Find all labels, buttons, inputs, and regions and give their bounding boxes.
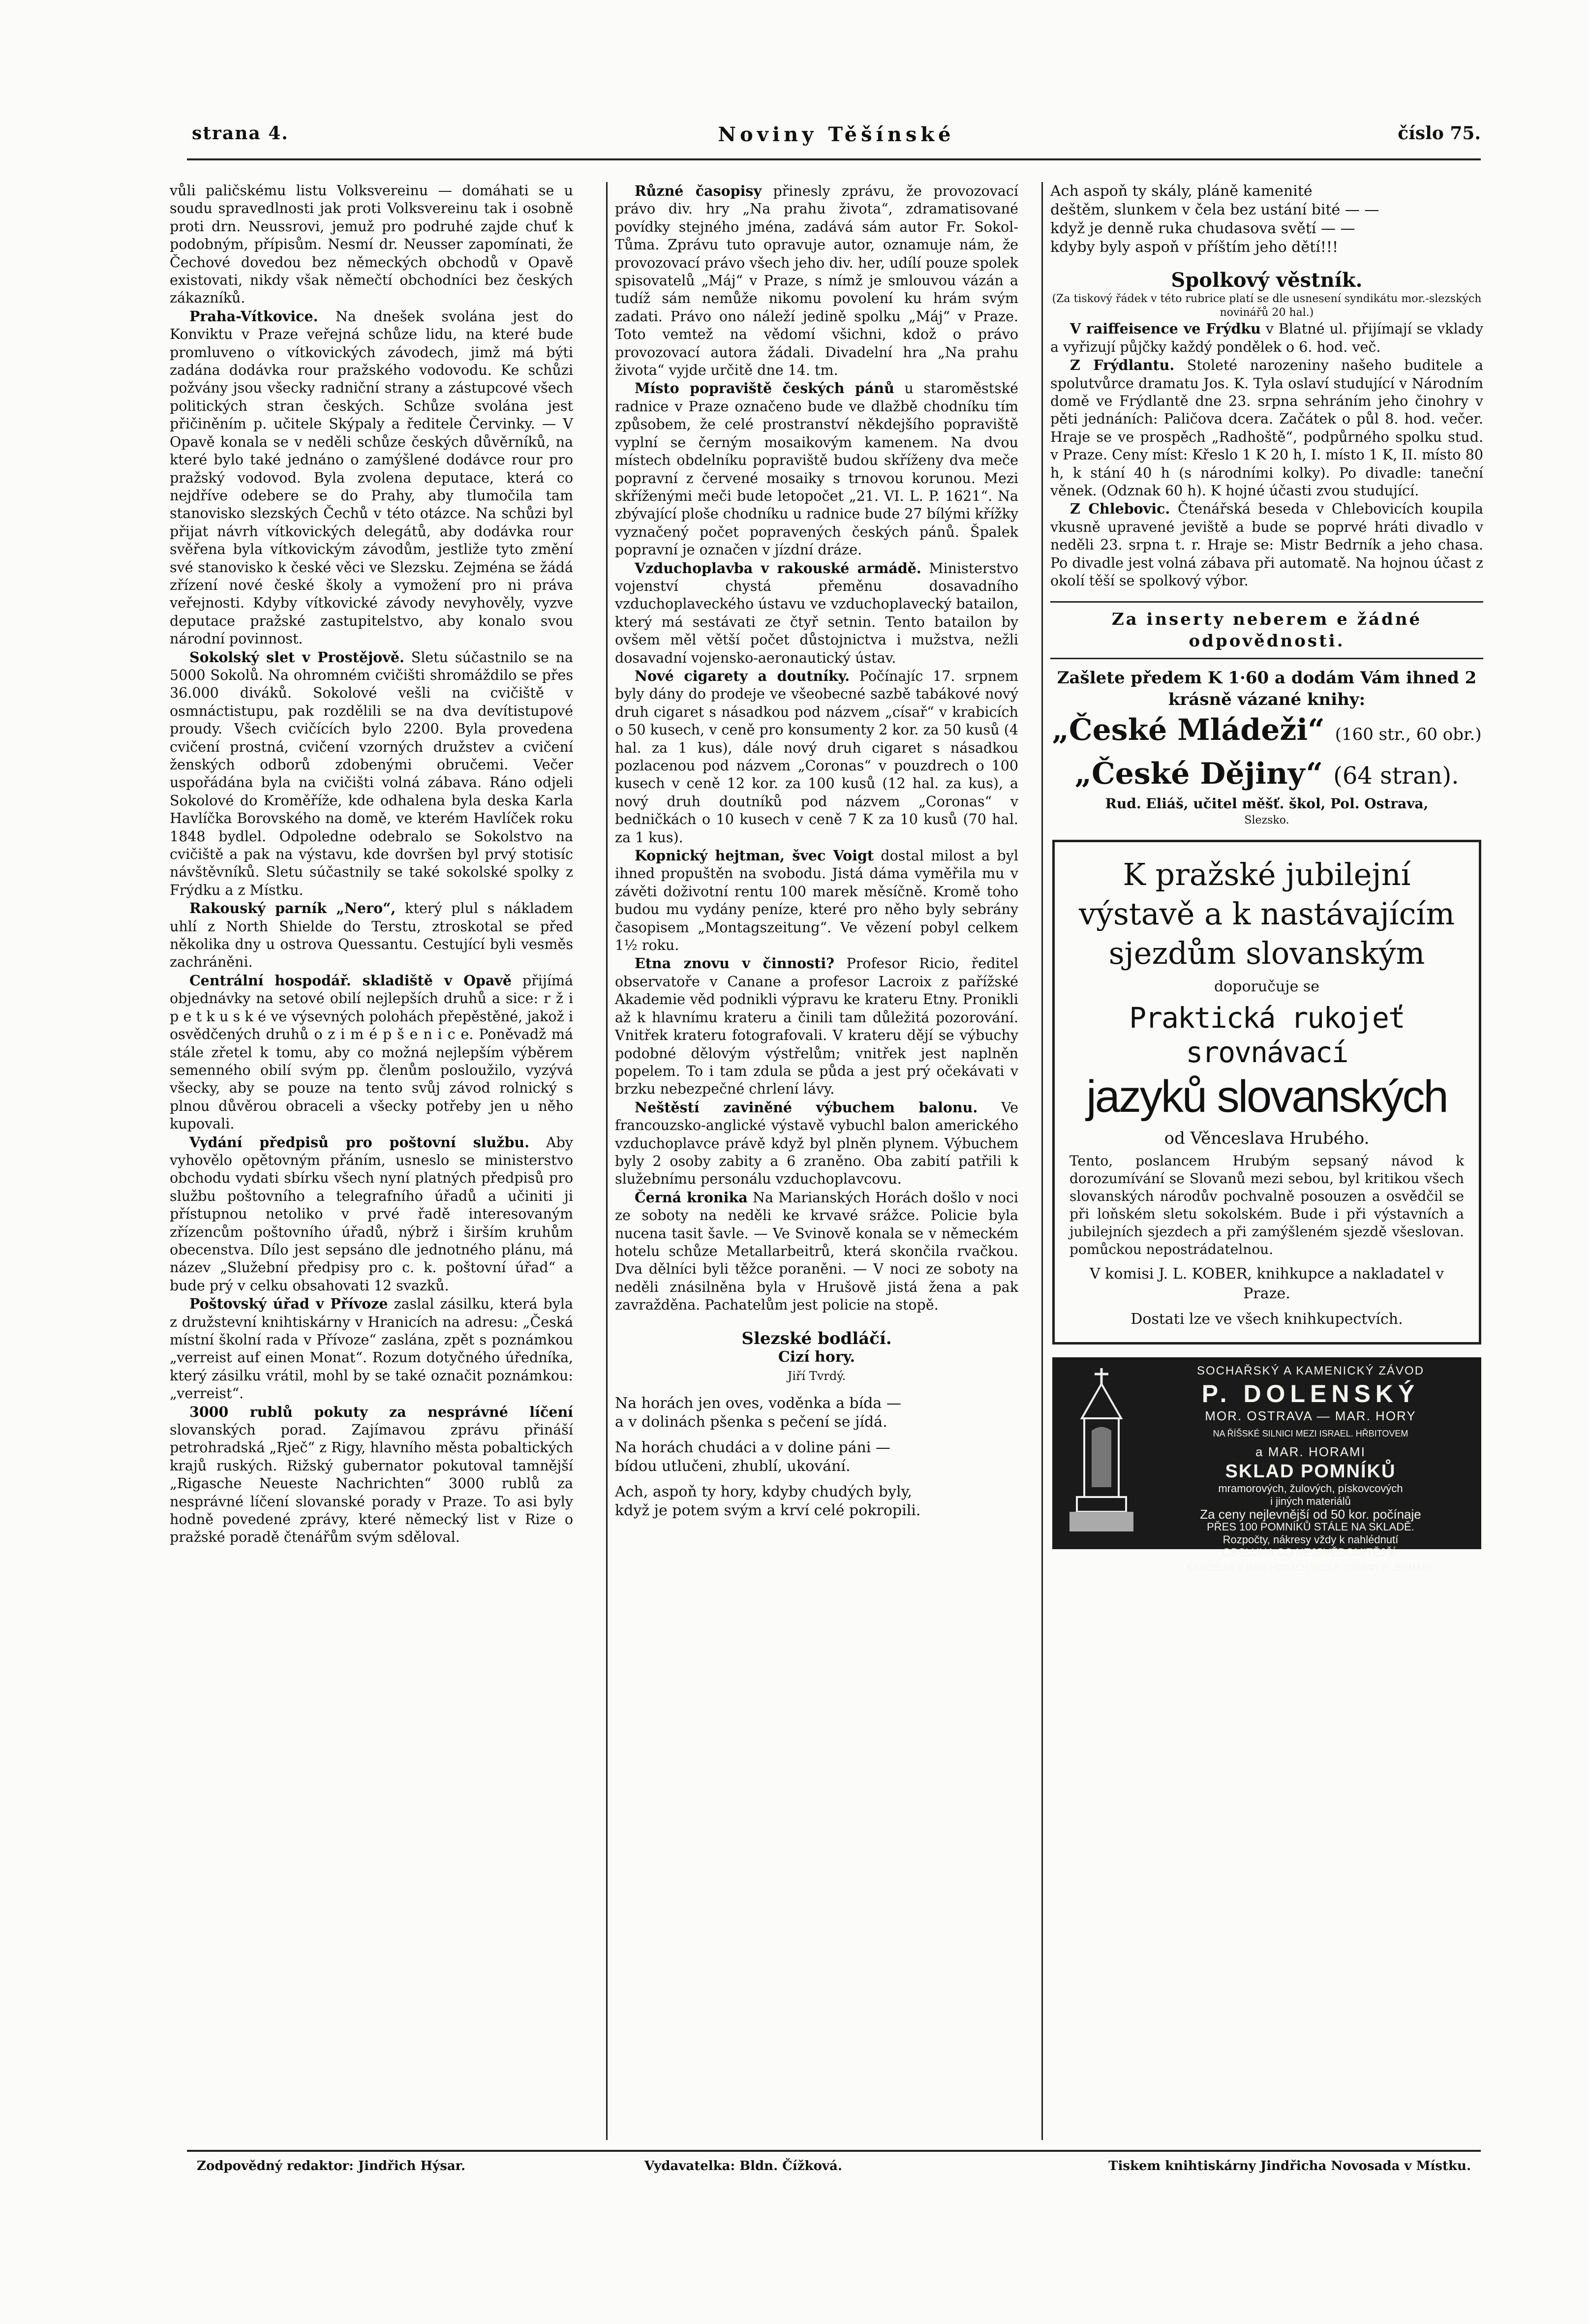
col2-article (615, 1099, 1018, 1189)
col2-article (615, 954, 1018, 1098)
article-heading: Rakouský parník „Nero“, (189, 900, 396, 917)
gravestone-lantern-icon (1062, 1364, 1141, 1541)
article-heading: Nové cigarety a doutníky. (635, 667, 850, 684)
col1-article (170, 307, 573, 648)
article-text: Na Marianských Horách došlo v noci ze soboty na neděli ke krvavé srážce. Policie byla nucena tasit šavle. — Ve Svinově konala se v německém hotelu schůze Metallarbeitrů, která skončila rvačkou. Dva dělníci byli těžce poraněni. — V noci ze soboty na neděli znásilněna byla v Hrušově jistá žena a pak zavražděna. Pachatelům jest policie na stopě. (615, 1189, 1018, 1314)
page-number: strana 4. (192, 123, 289, 144)
article-heading: Poštovský úřad v Přívoze (189, 1295, 388, 1313)
poem-line: bídou utlučeni, zhublí, ukování. (615, 1457, 851, 1475)
column-3 (1050, 182, 1483, 1573)
col2-article (615, 1189, 1018, 1315)
dolensky-name: P. DOLENSKÝ (1201, 1379, 1420, 1407)
ad-books-contact: Rud. Eliáš, učitel měšť. škol, Pol. Ostrava, (1105, 795, 1429, 812)
article-heading: Místo popraviště českých pánů (635, 380, 894, 397)
article-text: vůli paličskému listu Volksvereinu — domáhati se u soudu spravedlnosti jak proti Volksvereinu tak i osobně proti drn. Neussrovi, jemuž pro podruhé zajde chuť k podobným, přípisům. Nesmí dr. Neusser zapomínati, že Čechové dovedou bez německých obchodů v Opavě existovati, nikdy však němečtí obchodníci bez českých zákazníků. (170, 183, 573, 306)
col2-article (615, 559, 1018, 667)
footer-printer: Tiskem knihtiskárny Jindřicha Novosada v Místku. (1108, 2159, 1471, 2173)
issue-number: číslo 75. (1398, 123, 1481, 144)
ad-book2-info: (64 stran). (1333, 762, 1459, 790)
spolkovy-item-text: Čtenářská beseda v Chlebovicích koupila vkusně upravené jeviště a bude se poprvé hráti divadlo v neděli 23. srpna t. r. Hraje se: Mistr Bedrník a jeho chasa. Po divadle jest volná zábava při automatě. Na hojnou účast z okolí těší se spolkový výbor. (1050, 501, 1483, 589)
col1-article (170, 899, 573, 972)
poem-stanza (615, 1394, 1018, 1432)
poem-stanza (615, 1483, 1018, 1520)
ad-books-offer: Zašlete předem K 1·60 a dodám Vám ihned 2 krásně vázané knihy: (1057, 668, 1477, 709)
spolkovy-item (1050, 500, 1483, 590)
article-heading: Sokolský slet v Prostějově. (189, 648, 404, 666)
article-text: dostal milost a byl ihned propuštěn na svobodu. Jistá dáma vyměřila mu v závěti doživotní rentu 100 marek měsíčně. Kromě toho budou mu vydány peníze, které pro něho byly sebrány časopisem „Montagszeitung“. Ve vězení pobyl celkem 1½ roku. (615, 848, 1018, 954)
column-rule-2 (1041, 182, 1043, 2140)
dolensky-line10: PŘES 100 POMNÍKŮ STÁLE NA SKLADĚ. (1207, 1520, 1414, 1533)
footer-publisher: Vydavatelka: Bldn. Čížková. (644, 2159, 842, 2173)
ad-dict-recommends: doporučuje se (1214, 978, 1320, 995)
footer-rule (187, 2150, 1481, 2152)
poem-line: Ach, aspoň ty hory, kdyby chudých byly, (615, 1483, 913, 1500)
ad-book1-info: (160 str., 60 obr.) (1335, 724, 1482, 744)
article-text: Profesor Ricio, ředitel observatoře v Canane a profesor Lacroix z pařížské Akademie věd podnikli výpravu ke krateru Etny. Pronikli až k hlavnímu krateru a činili tam důležitá pozorování. Vnitřek krateru fotografovali. V krateru dějí se výbuchy podobné dělovým výstřelům; vnitřek jest naplněn popelem. To i tam zdula se půda a jest prý očekávati v brzku nebezpečné chrlení lávy. (615, 955, 1018, 1098)
ad-dict-title2: jazyků slovanských (1086, 1071, 1447, 1122)
col1-article (170, 1295, 573, 1403)
poem-author: Jiří Tvrdý. (787, 1369, 846, 1383)
article-text: přijímá objednávky na setové obilí nejlepších druhů a sice: r ž i p e t k u s k é ve výsevných polohách přepěstěné, jakož i osvědčených druhů o z i m é p š e n i c e. Poněvadž má stále zřetel k tomu, aby co možná nejlepším výběrem semenného obilí svým pp. členům posloužilo, vyzývá všecky, aby se pouze na tento svůj závod rolnický s plnou důvěrou obraceli a všecky potřeby jen u něho kupovali. (170, 972, 573, 1132)
dolensky-line12: OBSLUHA CO NEJSVĚDOMITĚJŠÍ. (1222, 1546, 1399, 1559)
column-rule-1 (606, 182, 608, 2140)
article-text: Ve francouzsko-anglické výstavě vybuchl balon amerického vzduchoplavce právě když byl plněn plynem. Výbuchem byly 2 osoby zabity a 6 zraněno. Oba zabití patřili k služebnímu personálu vzduchoplavcovu. (615, 1099, 1018, 1188)
article-text: přinesly zprávu, že provozovací právo div. hry „Na prahu života“, zdramatisované povídky stejného jména, zadává sám autor Fr. Sokol-Tůma. Zprávu tuto opravuje autor, oznamuje nám, že provozovací právo všech jeho div. her, udílí pouze spolek spisovatelů „Máj“ v Praze, s nímž je smlouvou vázán a tudíž sám nemůže nikomu povolení ku hrám svým zadati. Právo ono náleží jedině spolku „Máj“ v Praze. Toto vemtež na vědomí všichni, kdož o právo provozovací autora žádali. Divadelní hra „Na prahu života“ vyjde určitě dne 14. tm. (615, 183, 1018, 379)
dolensky-line1: SOCHAŘSKÝ A KAMENICKÝ ZÁVOD (1196, 1364, 1425, 1378)
ad-books (1050, 667, 1483, 829)
poem-subtitle: Cizí hory. (778, 1348, 856, 1366)
col2-article (615, 667, 1018, 847)
spolkovy-item (1050, 356, 1483, 500)
newspaper-title: Noviny Těšínské (718, 123, 955, 146)
article-text: zaslal zásilku, která byla z družstevní knihtiskárny v Hranicích na adresu: „Česká místní školní rada v Přívoze“ zaslána, zpět s poznámkou „verreist auf einen Monat“. Rozum dotyčného úředníka, který zásilku vrátil, mohl by se také označit poznámkou: „verreist“. (170, 1296, 574, 1402)
section-title-spolkovy: Spolkový věstník. (1171, 269, 1363, 292)
col1-article (170, 972, 573, 1133)
ad-dict-body: Tento, poslancem Hrubým sepsaný návod k dorozumívání se Slovanů mezi sebou, byl kritikou všech slovanských národův pochvalně posouzen a osvědčil se při loňském sletu sokolském. Bude i při výstavních a jubilejních sjezdech a při zamýšleném sjezdě všeslovan. pomůckou nepostrádatelnou. (1070, 1153, 1464, 1258)
article-heading: Etna znovu v činnosti? (635, 955, 834, 972)
article-heading: Centrální hospodář. skladiště v Opavě (189, 972, 512, 989)
spolkovy-item (1050, 320, 1483, 356)
inserty-notice: Za inserty neberem e žádné odpovědnosti. (1050, 601, 1483, 659)
col1-article (170, 1133, 573, 1295)
poem-stanza (615, 1438, 1018, 1476)
poem-continuation (1050, 182, 1483, 257)
ad-books-region: Slezsko. (1244, 814, 1289, 826)
dolensky-line5: a MAR. HORAMI (1255, 1444, 1366, 1459)
footer-editor: Zodpovědný redaktor: Jindřich Hýsar. (197, 2159, 466, 2173)
ad-book2: „České Dějiny“ (1074, 756, 1323, 791)
col2-article (615, 182, 1018, 379)
article-heading: Praha-Vítkovice. (189, 307, 318, 325)
col2-article (615, 847, 1018, 954)
poem-title: Slezské bodláčí. (741, 1328, 892, 1348)
article-text: Počínajíc 17. srpnem byly dány do prodeje ve všeobecné sazbě tabákové nový druh cigaret s násadkou pod názvem „císař“ v krabicích o 50 kusech, v ceně pro konsumenty 2 kor. za 50 kusů (4 hal. za 1 kus), dále nový druh cigaret s násadkou pozlacenou pod názvem „Coronas“ v pouzdrech o 100 kusech v ceně 12 kor. za 100 kusů (12 hal. za kus), a nový druh doutníků pod názvem „Coronas“ v bedničkách o 10 kusech v ceně 7 K za 10 kusů (70 hal. za 1 kus). (615, 668, 1018, 846)
spolkovy-item-text: Stoleté narozeniny našeho buditele a spolutvůrce dramatu Jos. K. Tyla oslaví studující v Národním domě ve Frýdlantě dne 23. srpna sehráním jeho činohry v pěti jednáních: Paličova dcera. Začátek o půl 8. hod. večer. Hraje se ve prospěch „Radhoště“, podpůrného spolku stud. v Praze. Ceny míst: Křeslo 1 K 20 h, I. místo 1 K, II. místo 80 h, k stání 40 h (s národními kolky). Po divadle: taneční věnek. (Odznak 60 h). K hojné účasti zvou studující. (1050, 357, 1483, 499)
spolkovy-item-text: v Blatné ul. přijímají se vklady a vyřizují půjčky každý pondělek o 6. hod. več. (1050, 321, 1483, 355)
page-header (192, 123, 1481, 153)
article-heading: Černá kronika (635, 1189, 748, 1206)
poem-line: když je denně ruka chudasova světí — — (1050, 220, 1355, 237)
dolensky-line4: NA ŘÍŠSKÉ SILNICI MEZI ISRAEL. HŘBITOVEM (1213, 1429, 1408, 1439)
ad-dict-headline: K pražské jubilejní výstavě a k nastávajícím sjezdům slovanským (1078, 856, 1455, 971)
poem-line: a v dolinách pšenka s pečení se jídá. (615, 1413, 887, 1431)
column-1 (170, 182, 573, 1547)
spolkovy-item-heading: V raiffeisence ve Frýdku (1070, 320, 1261, 337)
col1-article (170, 648, 573, 900)
poem-line: když je potem svým a krví celé pokropili. (615, 1501, 921, 1519)
poem-line: Ach aspoň ty skály, pláně kamenité (1050, 183, 1313, 200)
article-text: Aby vyhovělo opětovným přáním, usneslo se ministerstvo obchodu vydati sbírku všech nyní platných předpisů pro službu poštovního a telegrafního úřadů a učiniti ji přístupnou netoliko v prvé řadě interesovaným zřízencům poštovního úřadů, nýbrž i širším kruhům obecenstva. Dílo jest sepsáno dle jednotného plánu, má název „Služební předpisy pro c. k. poštovní úřad“ a bude prý v celku obsahovati 12 svazků. (170, 1134, 573, 1294)
article-heading: Různé časopisy (635, 183, 762, 199)
article-heading: Vydání předpisů pro poštovní službu. (189, 1133, 530, 1151)
ad-dict-publisher: V komisi J. L. KOBER, knihkupce a nakladatel v Praze. (1089, 1265, 1444, 1303)
article-text: Ministerstvo vojenství chystá přeměnu dosavadního vzduchoplaveckého ústavu ve vzduchoplavecký batailon, který má sestávati ze čtyř setnin. Tento batailon by ovšem měl větší počet důstojnictva i mužstva, nežli dosavadní vojensko-aeronautický ústav. (615, 560, 1018, 666)
ad-dict-title1: Praktická rukojeť srovnávací (1129, 1001, 1405, 1069)
poem (615, 1329, 1018, 1520)
page-footer (187, 2159, 1481, 2183)
article-heading: Vzduchoplavba v rakouské armádě. (635, 559, 921, 577)
col1-article (170, 1403, 573, 1547)
dolensky-line3: MOR. OSTRAVA — MAR. HORY (1205, 1408, 1416, 1423)
ad-dictionary (1052, 840, 1481, 1345)
col2-article (615, 379, 1018, 559)
ad-dict-author: od Věnceslava Hrubého. (1164, 1128, 1370, 1148)
column-2 (615, 182, 1018, 1527)
ad-book1: „České Mládeži“ (1052, 712, 1325, 747)
article-text: Na dnešek svolána jest do Konviktu v Praze veřejná schůze lidu, na které bude promluveno o vítkovických závodech, jimž má býti zadána dodávka rour pražského vodovodu. Ke schůzi požvány jsou všecky radniční strany a zástupcové všech politických stran českých. Schůze svolána jest přičiněním p. učitele Skýpaly a ředitele Červinky. — V Opavě konala se v neděli schůze českých důvěrníků, na které bylo také jednáno o zamýšlené dodávce rour pro pražský vodovod. Byla zvolena deputace, která co nejdříve odebere se do Prahy, aby tlumočila tam stanovisko slezských Čechů v této otázce. Na schůzi byl přijat návrh vítkovických delegátů, aby dodávka rour svěřena byla vítkovickým závodům, jestliže tyto změní své stanovisko k české věci ve Slezsku. Zejména se žádá zřízení nové české školy a vymožení pro ni práva veřejnosti. Kdyby vítkovické závody nevyhověly, vyzve deputace pražské zastupitelstvo, aby konalo svou národní povinnost. (170, 308, 573, 647)
article-text: Sletu súčastnilo se na 5000 Sokolů. Na ohromném cvičišti shromáždilo se přes 36.000 diváků. Sokolové vešli na cvičiště v osmnáctistupu, pak rozdělili se na dva devítistupové proudy. Všech cvičících bylo 2200. Byla provedena cvičení prostná, cvičení vzorných družstev a cvičení ženských odborů zdobenými obručemi. Večer uspořádána byla na cvičišti volná zábava. Ráno odjeli Sokolové do Kroměříže, kde odhalena byla deska Karla Havlíčka Borovského na domě, ve kterém Havlíček roku 1848 bydlel. Odpoledne odebralo se Sokolstvo na cvičiště a pak na výstavu, kde dovršen byl prvý stotisíc návštěvníků. Sletu súčastnily se také sokolské spolky z Frýdku a z Místku. (170, 649, 573, 898)
dolensky-line8: i jiných materiálů (1270, 1495, 1351, 1507)
article-heading: Kopnický hejtman, švec Voigt (635, 847, 874, 864)
poem-line: deštěm, slunkem v čela bez ustání bité — — (1050, 201, 1379, 218)
dolensky-line6: SKLAD POMNÍKŮ (1225, 1461, 1396, 1482)
dolensky-line11: Rozpočty, nákresy vždy k nahlédnutí (1222, 1533, 1399, 1546)
article-heading: Neštěstí zaviněné výbuchem balonu. (635, 1099, 978, 1116)
article-text: u staroměstské radnice v Praze označeno bude ve dlažbě chodníku tím způsobem, že celé prostranství někdejšího popraviště vyplní se černým mosaikovým kamenem. Na dvou místech obdelníku popraviště budou skříženy dva meče popravní z červené mosaiky s trnovou korunou. Mezi skříženými meči bude letopočet „21. VI. L. P. 1621“. Na zbývající ploše chodníku u radnice bude 27 bílými křížky vyznačený počet popravených českých pánů. Špalek popravní je označen v jízdní dráze. (615, 380, 1019, 558)
article-text: slovanských porad. Zajímavou zprávu přináší petrohradská „Rječ“ z Rigy, hlavního města pobaltických krajů ruských. Rižský gubernator pokutoval tamnější „Rigasche Neueste Nachrichten“ 3000 rublů za nesprávné líčení slovanské porady v Praze. To asi byly hodně povedené zprávy, které německý list v Rize o pražské poradě čtenářům svým sděloval. (170, 1422, 573, 1546)
poem-line: kdyby byly aspoň v příštím jeho dětí!!! (1050, 239, 1339, 256)
ad-dolensky (1052, 1357, 1481, 1573)
col1-article (170, 182, 573, 307)
spolkovy-note: (Za tiskový řádek v této rubrice platí se dle usnesení syndikátu mor.-slezských novinářů 20 hal.) (1052, 293, 1482, 319)
poem-line: Na horách jen oves, voděnka a bída — (615, 1394, 901, 1412)
spolkovy-item-heading: Z Frýdlantu. (1070, 357, 1175, 374)
header-rule (187, 158, 1481, 160)
spolkovy-item-heading: Z Chlebovic. (1070, 500, 1170, 518)
dolensky-line7: mramorových, žulových, pískovcových (1218, 1482, 1403, 1495)
dolensky-line9: Za ceny nejlevnější od 50 kor. počínaje (1200, 1506, 1421, 1522)
dolensky-line13: KANCELÁŘ V MAR. HORÁCH VEDLE TOURNÝ P. JERMAŘE (1187, 1562, 1435, 1573)
ad-dict-availability: Dostati lze ve všech knihkupectvích. (1131, 1311, 1403, 1328)
article-heading: 3000 rublů pokuty za nesprávné líčení (189, 1403, 573, 1420)
poem-line: Na horách chudáci a v doline páni — (615, 1438, 890, 1456)
article-text: který plul s nákladem uhlí z North Shielde do Terstu, ztroskotal se před několika dny u ostrova Quessantu. Cestující byli vesměs zachráněni. (170, 900, 573, 971)
